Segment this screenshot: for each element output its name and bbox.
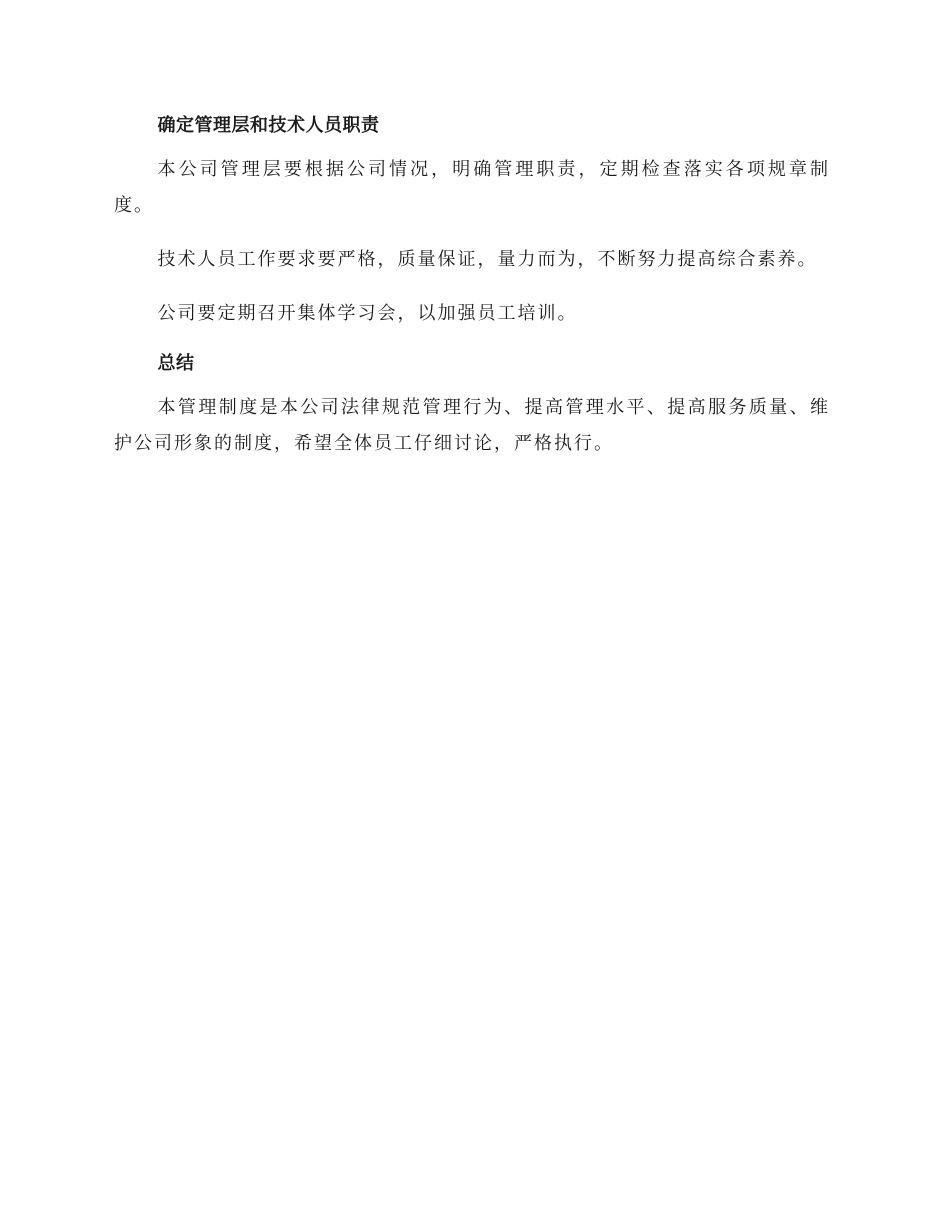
- paragraph-management-duties: 本公司管理层要根据公司情况，明确管理职责，定期检查落实各项规章制度。: [114, 159, 830, 216]
- section-heading-responsibilities: 确定管理层和技术人员职责: [157, 115, 380, 136]
- document-body: [114, 108, 830, 480]
- paragraph-summary: 本管理制度是本公司法律规范管理行为、提高管理水平、提高服务质量、维护公司形象的制度，希望全体员工仔细讨论，严格执行。: [114, 397, 830, 454]
- paragraph-training: 公司要定期召开集体学习会，以加强员工培训。: [157, 303, 578, 324]
- paragraph-technical-staff: 技术人员工作要求要严格，质量保证，量力而为，不断努力提高综合素养。: [157, 249, 818, 270]
- section-heading-summary: 总结: [157, 353, 195, 374]
